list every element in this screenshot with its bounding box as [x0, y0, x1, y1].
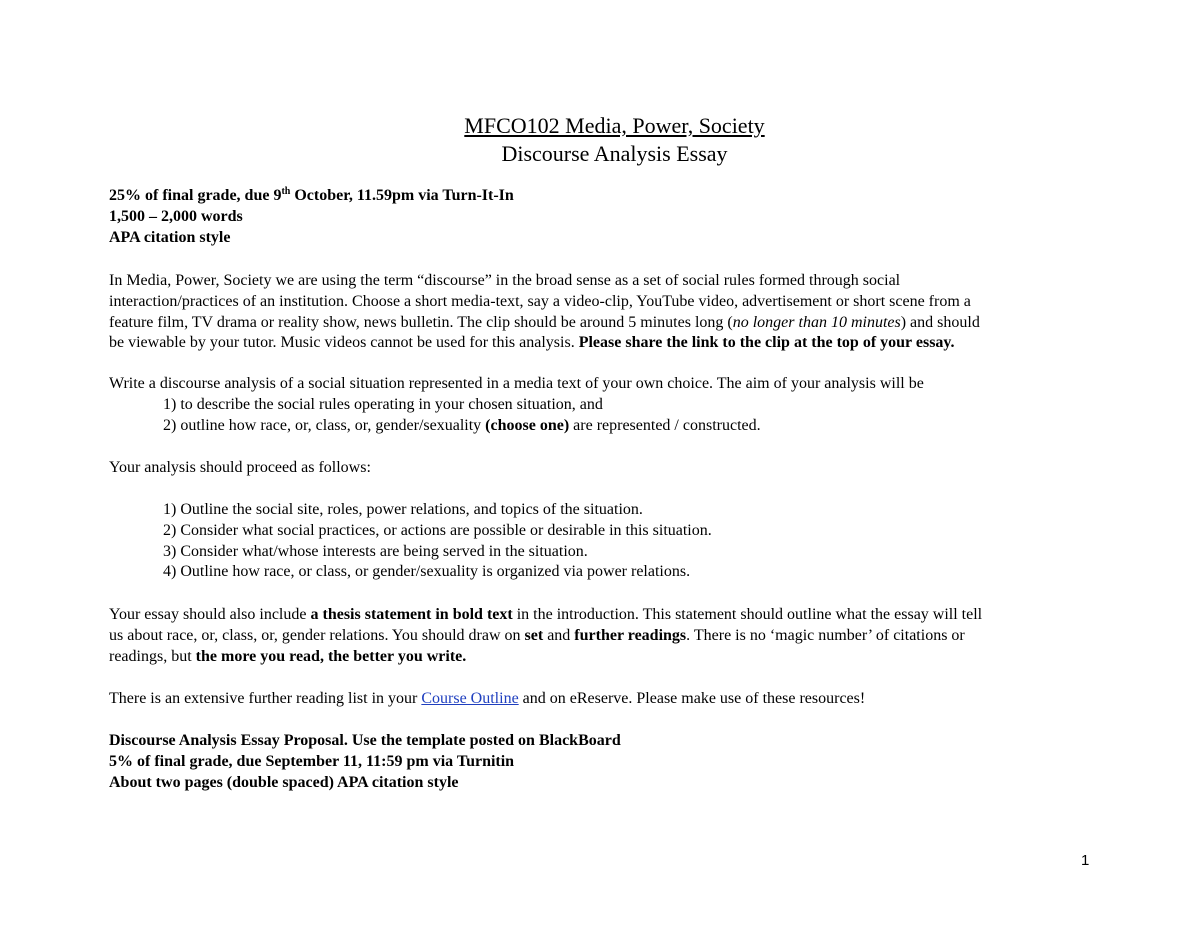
thesis-line: readings, but the more you read, the better you write.	[109, 647, 467, 665]
aim-line: Write a discourse analysis of a social situation represented in a media text of your own choice. The aim of your analysis will be	[109, 375, 924, 392]
list-item: 2) Consider what social practices, or actions are possible or desirable in this situation.	[163, 521, 712, 539]
list-item: 3) Consider what/whose interests are being served in the situation.	[163, 542, 588, 560]
intro-line: feature film, TV drama or reality show, news bulletin. The clip should be around 5 minutes long (no longer than 10 minutes) and should	[109, 313, 980, 331]
essay-title: Discourse Analysis Essay	[501, 141, 728, 166]
intro-paragraph	[109, 271, 1119, 354]
proposal-block	[109, 731, 1119, 793]
essay-info	[109, 186, 1119, 248]
proposal-due: 5% of final grade, due September 11, 11:59 pm via Turnitin	[109, 752, 515, 770]
aim-item: 2) outline how race, or, class, or, gender/sexuality (choose one) are represented / constructed.	[163, 416, 761, 434]
steps-heading: Your analysis should proceed as follows:	[109, 459, 371, 476]
grade-due-line: 25% of final grade, due 9th October, 11.59pm via Turn-It-In	[109, 186, 514, 204]
reading-line: There is an extensive further reading list in your Course Outline and on eReserve. Please make use of these resources!	[109, 690, 866, 707]
intro-line: be viewable by your tutor. Music videos cannot be used for this analysis. Please share the link to the clip at the top of your essay.	[109, 334, 955, 352]
intro-line: interaction/practices of an institution. Choose a short media-text, say a video-clip, YouTube video, advertisement or short scene from a	[109, 292, 971, 310]
thesis-line: Your essay should also include a thesis statement in bold text in the introduction. This statement should outline what the essay will tell	[109, 606, 983, 623]
list-item: 1) Outline the social site, roles, power relations, and topics of the situation.	[163, 501, 643, 518]
thesis-paragraph	[109, 605, 1119, 667]
intro-line: In Media, Power, Society we are using the term “discourse” in the broad sense as a set of social rules formed through social	[109, 272, 901, 289]
thesis-line: us about race, or, class, or, gender relations. You should draw on set and further readings. There is no ‘magic number’ of citations or	[109, 626, 965, 644]
steps-list	[109, 500, 1119, 583]
course-outline-link[interactable]: Course Outline	[421, 690, 519, 707]
proposal-title: Discourse Analysis Essay Proposal. Use the template posted on BlackBoard	[109, 732, 621, 749]
citation-style: APA citation style	[109, 228, 231, 246]
title-block	[0, 112, 1200, 168]
page-number: 1	[1081, 852, 1090, 869]
proposal-length: About two pages (double spaced) APA citation style	[109, 773, 459, 791]
word-count: 1,500 – 2,000 words	[109, 207, 243, 225]
aim-item: 1) to describe the social rules operating in your chosen situation, and	[163, 395, 603, 413]
list-item: 4) Outline how race, or class, or gender/sexuality is organized via power relations.	[163, 563, 691, 581]
course-title: MFCO102 Media, Power, Society	[464, 113, 765, 138]
reading-paragraph	[109, 689, 1119, 710]
aim-paragraph	[109, 374, 1119, 436]
